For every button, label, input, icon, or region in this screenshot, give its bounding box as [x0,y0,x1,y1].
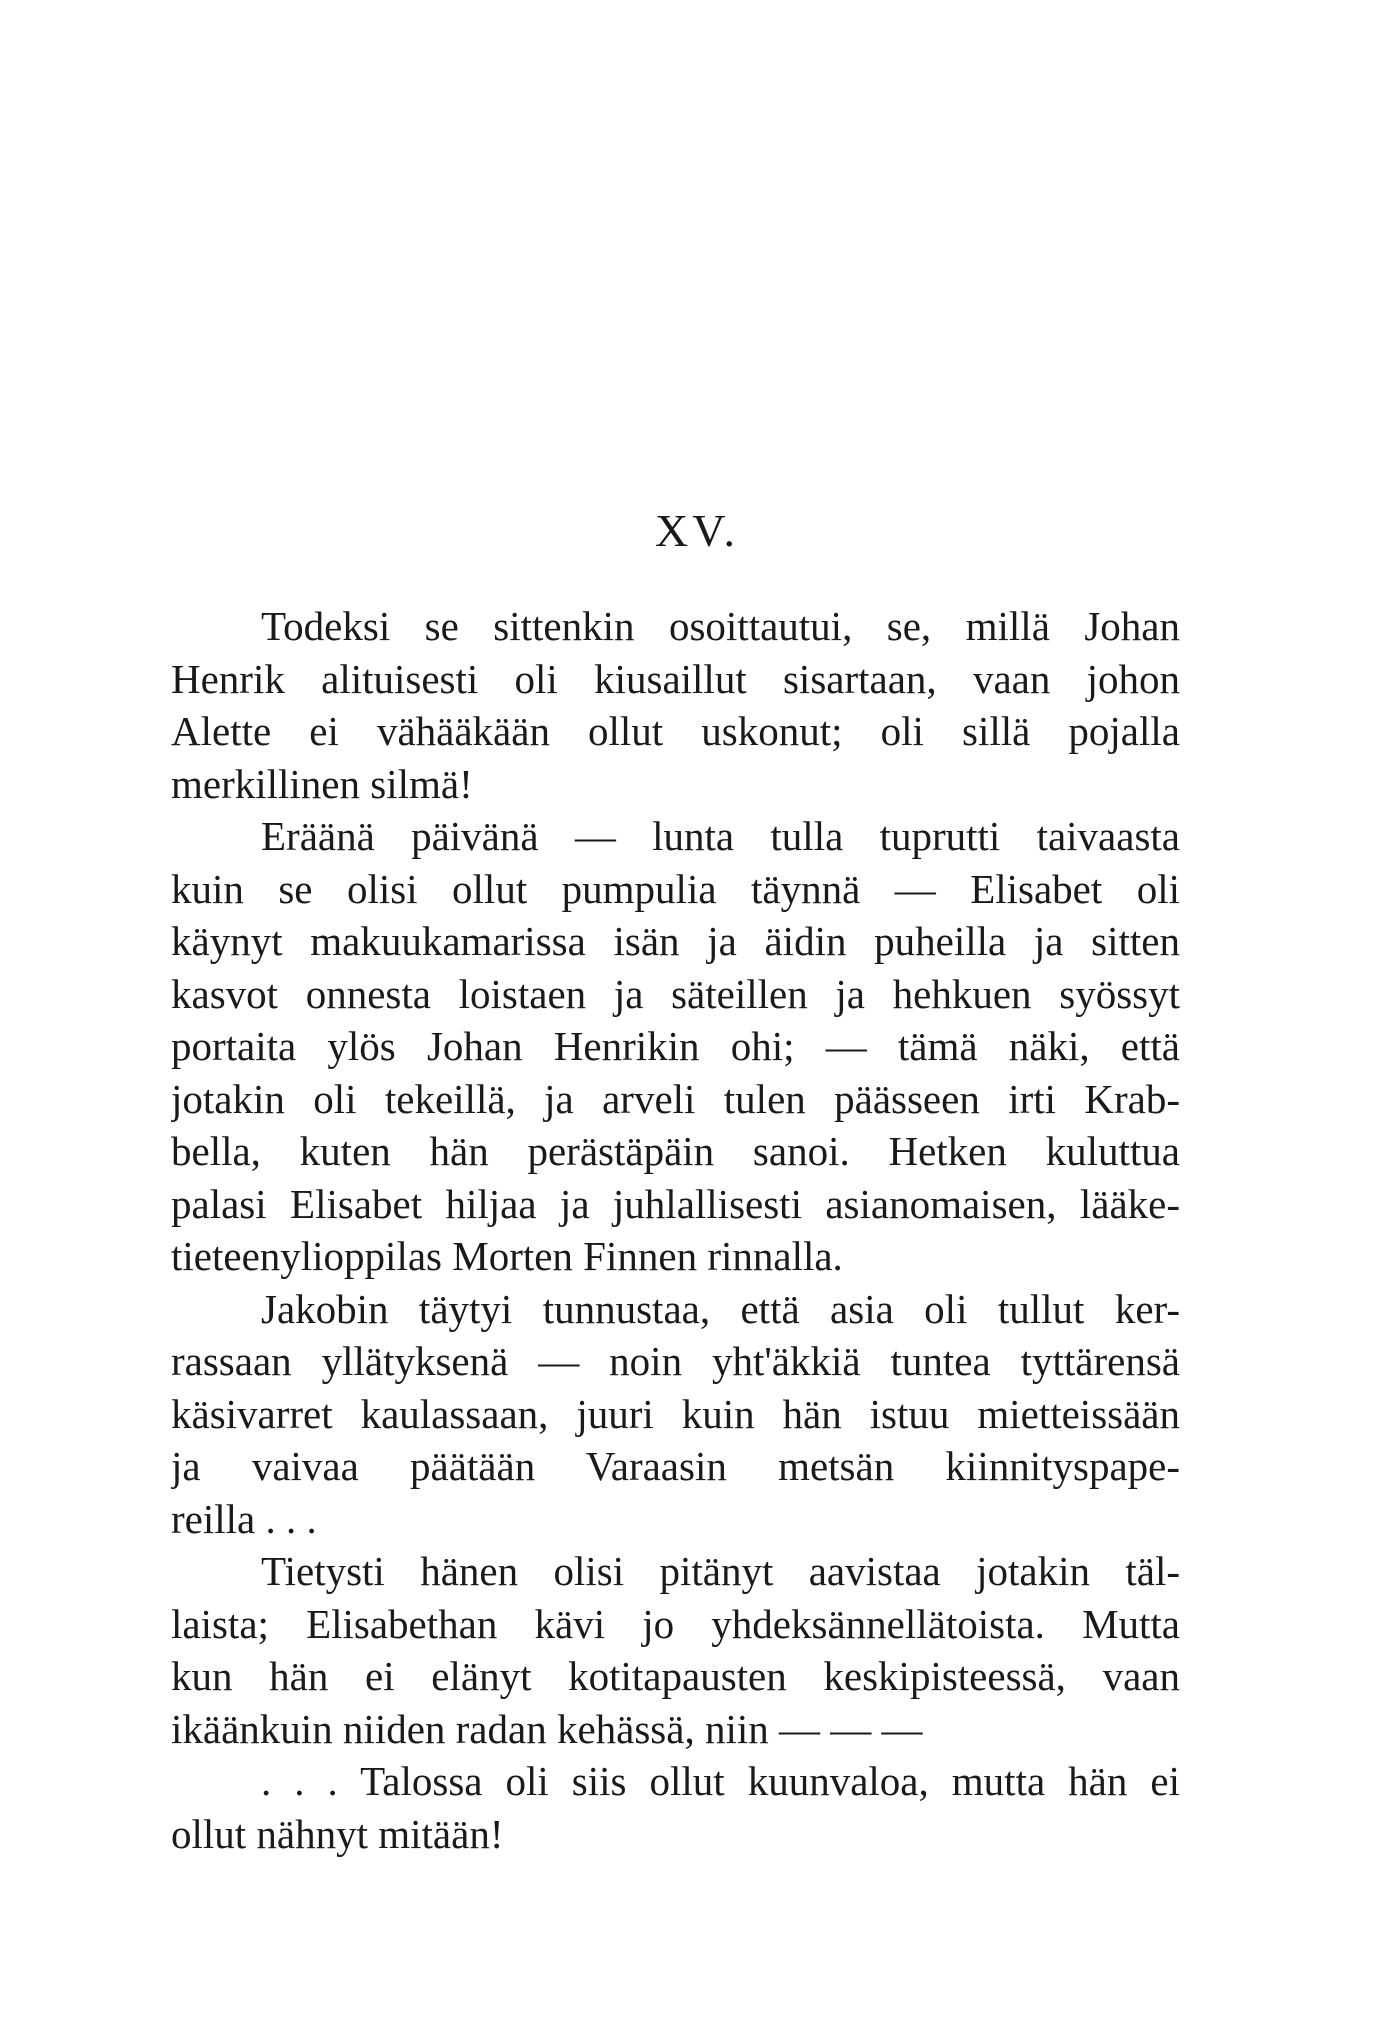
paragraph [171,600,1180,810]
text-line: Todeksi se sittenkin osoittautui, se, millä Johan [261,603,1180,649]
text-line: rassaan yllätyksenä — noin yht'äkkiä tuntea tyttärensä [171,1338,1180,1384]
text-line: reilla . . . [171,1495,317,1542]
text-line: tieteenylioppilas Morten Finnen rinnalla. [171,1233,843,1279]
chapter-heading: XV. [654,505,739,556]
paragraph [171,1545,1180,1755]
paragraph [171,1283,1180,1546]
text-line: käsivarret kaulassaan, juuri kuin hän istuu mietteissään [171,1390,1180,1437]
text-line: portaita ylös Johan Henrikin ohi; — tämä näki, että [171,1023,1180,1069]
text-line: ollut nähnyt mitään! [171,1810,504,1857]
text-line: ikäänkuin niiden radan kehässä, niin — — — [171,1705,923,1752]
text-line: kun hän ei elänyt kotitapausten keskipisteessä, vaan [171,1653,1180,1699]
paragraph [171,810,1180,1283]
text-line: ja vaivaa päätään Varaasin metsän kiinnityspape- [171,1443,1180,1489]
paragraph [171,1755,1180,1860]
text-line: Jakobin täytyi tunnustaa, että asia oli tullut ker- [261,1285,1180,1332]
text-line: kuin se olisi ollut pumpulia täynnä — Elisabet oli [171,865,1180,912]
chapter-body [171,600,1180,1860]
text-line: kasvot onnesta loistaen ja säteillen ja hehkuen syössyt [171,970,1180,1017]
text-line: Henrik alituisesti oli kiusaillut sisartaan, vaan johon [171,655,1180,702]
text-line: laista; Elisabethan kävi jo yhdeksännellätoista. Mutta [171,1600,1180,1647]
text-line: Tietysti hänen olisi pitänyt aavistaa jotakin täl- [261,1548,1180,1594]
text-line: Eräänä päivänä — lunta tulla tuprutti taivaasta [261,813,1180,859]
text-line: bella, kuten hän perästäpäin sanoi. Hetken kuluttua [171,1128,1180,1174]
text-line: Alette ei vähääkään ollut uskonut; oli sillä pojalla [171,708,1180,754]
text-line: jotakin oli tekeillä, ja arveli tulen päässeen irti Krab- [171,1075,1180,1122]
text-line: merkillinen silmä! [171,760,473,807]
text-line: . . . Talossa oli siis ollut kuunvaloa, mutta hän ei [261,1758,1180,1804]
text-line: käynyt makuukamarissa isän ja äidin puheilla ja sitten [171,918,1180,964]
text-line: palasi Elisabet hiljaa ja juhlallisesti asianomaisen, lääke- [171,1180,1180,1227]
